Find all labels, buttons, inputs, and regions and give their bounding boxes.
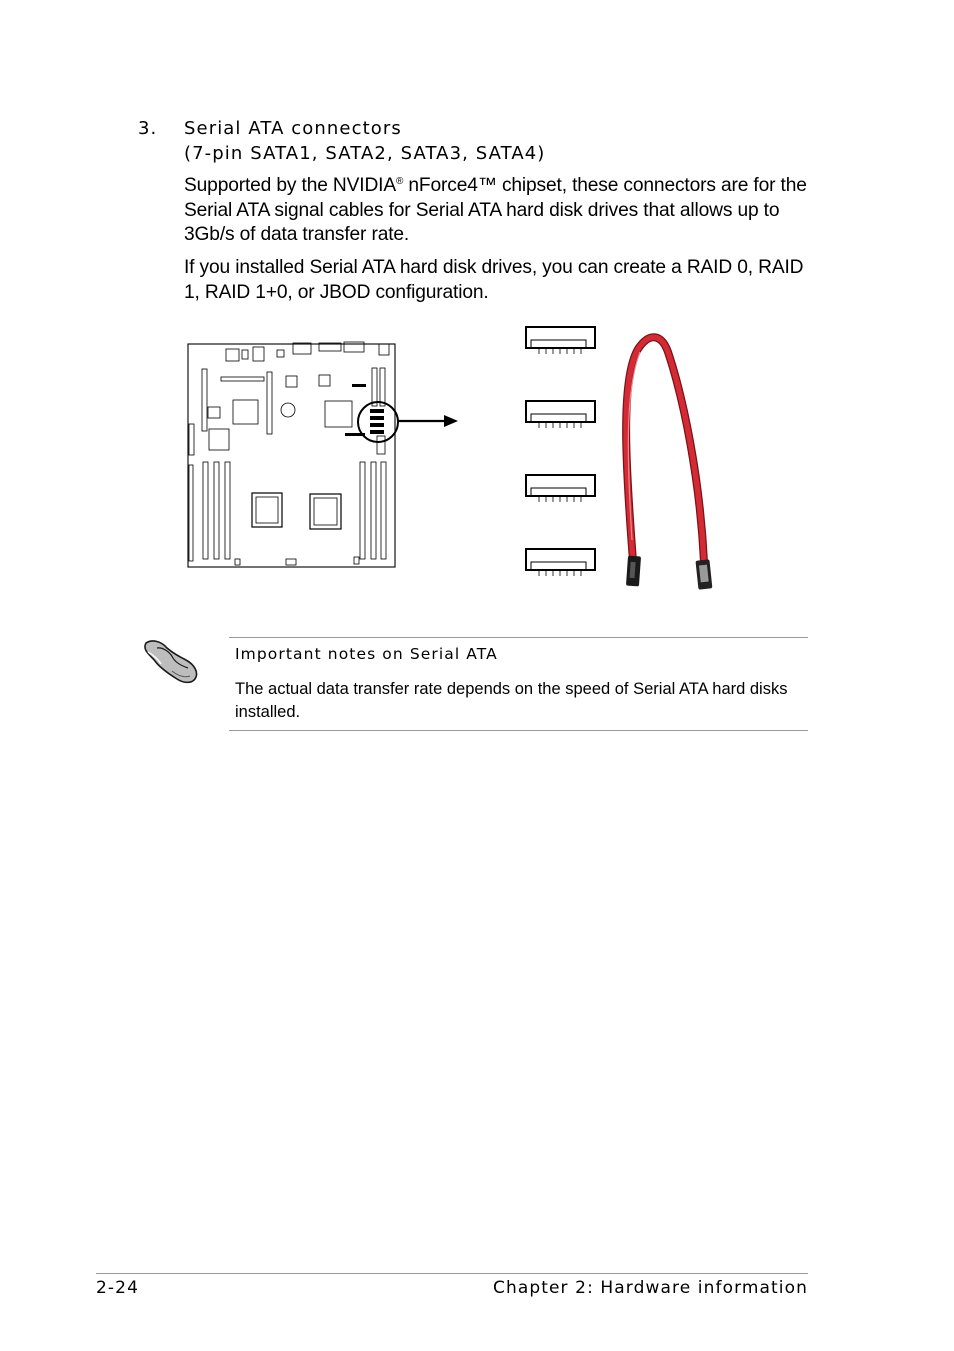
heading-subtitle: (7-pin SATA1, SATA2, SATA3, SATA4): [184, 143, 546, 164]
paragraph-chipset-a: Supported by the NVIDIA: [184, 175, 396, 196]
sata-connector-4: [526, 549, 595, 576]
footer-rule: [96, 1273, 808, 1274]
callout-arrow: [398, 415, 458, 427]
sata-connector-2: [526, 401, 595, 428]
note-text: The actual data transfer rate depends on the speed of Serial ATA hard disks installed.: [235, 680, 788, 721]
paragraph-raid: If you installed Serial ATA hard disk drives, you can create a RAID 0, RAID 1, RAID 1+0, or JBOD configuration.: [184, 257, 804, 303]
registered-mark: ®: [396, 176, 404, 187]
note-title: Important notes on Serial ATA: [235, 645, 498, 663]
paragraph-chipset-b: nForce4™ chipset, these connectors are for the Serial ATA signal cables for Serial ATA hard disk drives that allows up to 3Gb/s of data transfer rate.: [184, 175, 807, 245]
sata-cable-illustration: [626, 337, 712, 589]
sata-connector-1: [526, 327, 595, 354]
heading-number: 3.: [138, 118, 158, 139]
page-number: 2-24: [96, 1278, 139, 1298]
pointing-hand-icon: [145, 641, 197, 682]
sata-connector-icons: [526, 327, 595, 576]
chapter-title: Chapter 2: Hardware information: [492, 1278, 808, 1298]
motherboard-diagram: [188, 342, 395, 567]
heading-title: Serial ATA connectors: [184, 118, 402, 139]
sata-connector-3: [526, 475, 595, 502]
sata-port-cluster: [345, 384, 384, 436]
note-top-rule: [229, 637, 808, 638]
note-bottom-rule: [229, 730, 808, 731]
